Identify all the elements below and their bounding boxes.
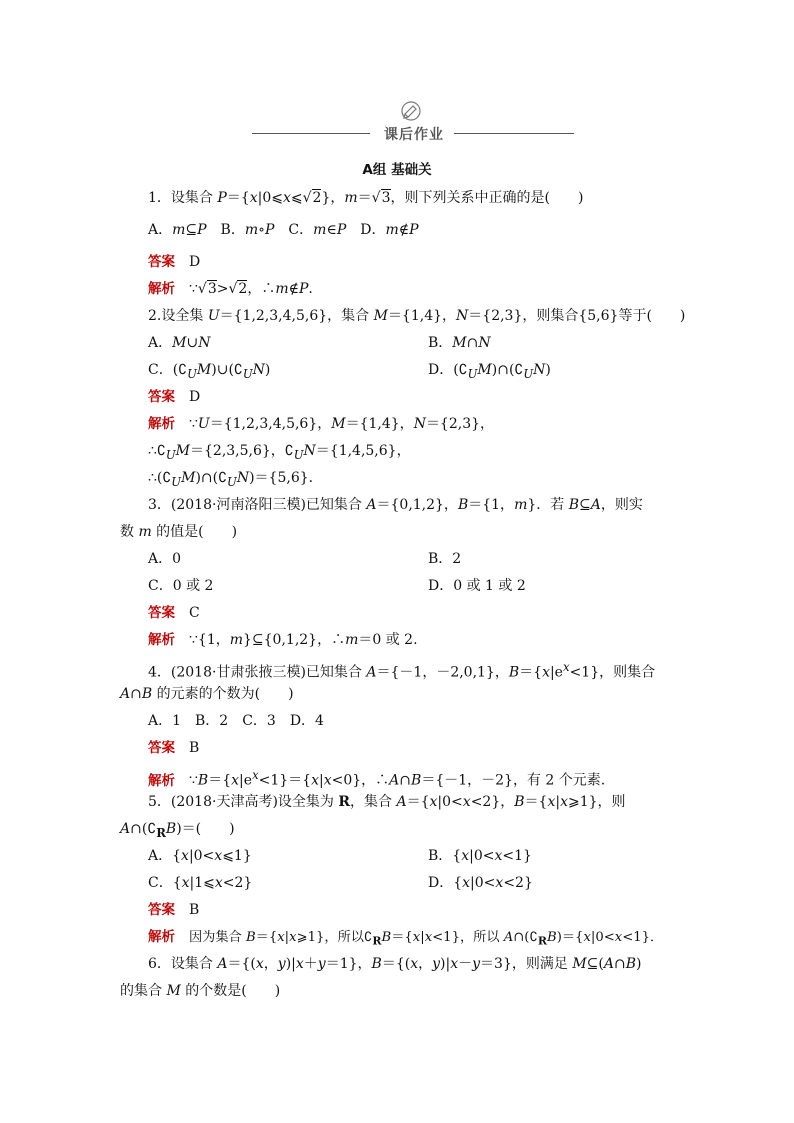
q3-option-d: D．0 或 1 或 2 [428, 578, 526, 594]
q3-option-b: B．2 [428, 551, 462, 567]
q2-stem: 2.设全集 U＝{1,2,3,4,5,6}，集合 M＝{1,4}，N＝{2,3}，则集合{5,6}等于( ) [148, 308, 686, 324]
q1-answer: 答案 D [148, 254, 201, 270]
q2-analysis-3: $\therefore(∁_UM)\cap(∁_UN)=\{5,6\}$． [148, 470, 323, 489]
header-rule-left [252, 133, 370, 134]
q3-stem-1: 3．(2018·河南洛阳三模)已知集合 A＝{0,1,2}，B＝{1，m}．若 B⊆A，则实 [148, 497, 643, 513]
q4-stem-1: 4．(2018·甘肃张掖三模)已知集合 A＝{－1，－2,0,1}，$B=\{x|e^x<1\}$，则集合 [148, 660, 656, 681]
q5-answer: 答案 B [148, 902, 200, 918]
q6-stem-2: 的集合 M 的个数是( ) [120, 983, 281, 999]
q6-stem-1: 6．设集合 A＝{(x，y)|x＋y＝1}，B＝{(x，y)|x－y＝3}，则满足 M⊆(A∩B) [148, 956, 642, 972]
q4-options: A．1 B．2 C．3 D．4 [148, 713, 324, 729]
q5-analysis: 解析 因为集合 B＝{x|x⩾1}，所以$∁_RB=\{x|x<1\}$，所以 $A\cap(∁_RB)=\{x|0<x<1\}$． [148, 929, 664, 948]
q5-stem-1: 5．(2018·天津高考)设全集为 R，集合 A＝{x|0<x<2}，B＝{x|x⩾1}，则 [148, 794, 626, 810]
pen-emblem-icon [398, 100, 424, 122]
q4-stem-2: A∩B 的元素的个数为( ) [120, 686, 294, 702]
q2-option-c: C．$(∁_UM)\cup(∁_UN)$ [148, 362, 271, 381]
q5-option-b: B．{x|0<x<1} [428, 848, 532, 864]
q2-option-a: A．M∪N [148, 335, 211, 351]
q2-option-d: D．$(∁_UM)\cap(∁_UN)$ [428, 362, 551, 381]
group-title: A组 基础关 [362, 162, 432, 178]
section-header [250, 100, 580, 146]
q5-option-c: C．{x|1⩽x<2} [148, 875, 253, 891]
q2-analysis-2: $\therefore∁_UM=\{2,3,5,6\}$，$∁_UN=\{1,4,5,6\}$， [148, 443, 411, 462]
q5-option-a: A．{x|0<x⩽1} [148, 848, 252, 864]
q3-option-a: A．0 [148, 551, 182, 567]
q2-analysis-1: 解析 ∵U＝{1,2,3,4,5,6}，M＝{1,4}，N＝{2,3}， [148, 416, 495, 432]
page-title: 课后作业 [384, 127, 444, 143]
q1-analysis: 解析 ∵√3>√2，∴m∉P. [148, 281, 313, 297]
q1-options: A．m⊆P B．m∘P C．m∈P D．m∉P [148, 222, 419, 238]
q3-option-c: C．0 或 2 [148, 578, 214, 594]
q5-option-d: D．{x|0<x<2} [428, 875, 533, 891]
header-rule-right [454, 133, 574, 134]
q3-analysis: 解析 ∵{1，m}⊆{0,1,2}，∴m＝0 或 2. [148, 632, 418, 648]
q3-stem-2: 数 m 的值是( ) [120, 524, 238, 540]
q2-answer: 答案 D [148, 389, 201, 405]
q4-analysis: 解析 $\because B=\{x|e^x<1\}=\{x|x<0\}$，∴A∩B＝{－1，－2}，有 2 个元素. [148, 768, 606, 789]
q5-stem-2: $A\cap(∁_RB)=$( ) [120, 821, 235, 840]
q2-option-b: B．M∩N [428, 335, 491, 351]
q3-answer: 答案 C [148, 605, 200, 621]
q4-answer: 答案 B [148, 740, 200, 756]
q1-stem: 1．设集合 P＝{x|0⩽x⩽√2}，m＝√3，则下列关系中正确的是( ) [148, 190, 584, 206]
